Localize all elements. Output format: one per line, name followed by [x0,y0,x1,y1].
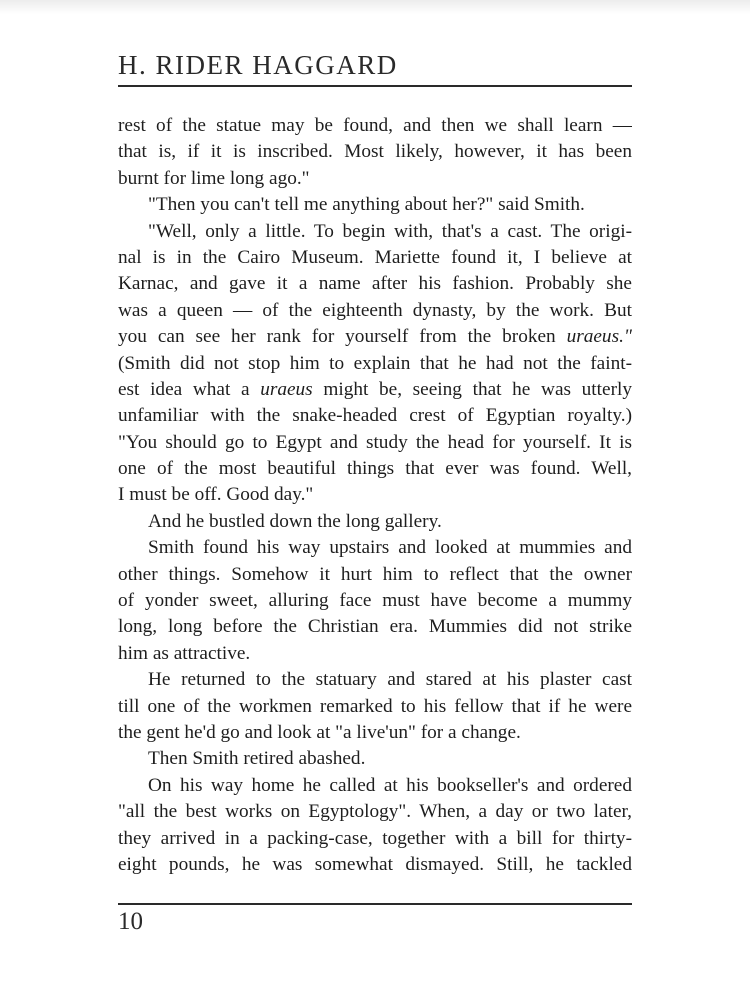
text-line: one of the most beautiful things that ever was found. Well, [118,458,632,480]
text-line: Then Smith retired abashed. [148,748,366,770]
text-line: On his way home he called at his bookseller's and ordered [148,774,632,796]
text-segment: might be, seeing that he was utterly [312,378,632,400]
text-line: was a queen — of the eighteenth dynasty, by the work. But [118,299,632,321]
text-line: other things. Somehow it hurt him to reflect that the owner [118,563,632,585]
text-line: Smith found his way upstairs and looked at mummies and [148,537,632,559]
text-line: him as attractive. [118,642,251,664]
header-rule [118,85,632,87]
text-line: eight pounds, he was somewhat dismayed. Still, he tackled [118,853,632,875]
text-line [118,324,632,350]
text-segment: you can see her rank for yourself from the broken [118,326,567,348]
text-line: burnt for lime long ago." [118,167,310,189]
italic-segment: uraeus [260,378,313,400]
footer-rule [118,903,632,905]
text-line: "Well, only a little. To begin with, that's a cast. The origi- [148,220,632,242]
page-top-edge [0,0,750,14]
text-line: (Smith did not stop him to explain that he had not the faint- [118,352,632,374]
text-line: "Then you can't tell me anything about her?" said Smith. [148,194,585,216]
text-line: of yonder sweet, alluring face must have become a mummy [118,590,632,612]
text-line: "all the best works on Egyptology". When, a day or two later, [118,801,632,823]
text-line: till one of the workmen remarked to his fellow that if he were [118,695,632,717]
text-line [118,377,632,403]
text-line: I must be off. Good day." [118,484,314,506]
text-line: He returned to the statuary and stared at his plaster cast [148,669,632,691]
text-line: "You should go to Egypt and study the head for yourself. It is [118,431,632,453]
text-line: the gent he'd go and look at "a live'un" for a change. [118,721,521,743]
text-line: Karnac, and gave it a name after his fashion. Probably she [118,273,632,295]
text-line: nal is in the Cairo Museum. Mariette found it, I believe at [118,246,632,268]
running-head: H. RIDER HAGGARD [118,50,398,80]
text-line: rest of the statue may be found, and then we shall learn — [118,115,632,136]
text-segment: est idea what a [118,378,261,400]
text-line: long, long before the Christian era. Mummies did not strike [118,616,632,638]
page-number: 10 [118,908,143,935]
text-line: unfamiliar with the snake-headed crest of Egyptian royalty.) [118,405,632,427]
text-line: And he bustled down the long gallery. [148,510,442,532]
italic-segment: uraeus." [566,326,632,348]
body-text [118,113,632,878]
text-line: they arrived in a packing-case, together with a bill for thirty- [118,827,632,849]
text-line: that is, if it is inscribed. Most likely, however, it has been [118,141,632,163]
